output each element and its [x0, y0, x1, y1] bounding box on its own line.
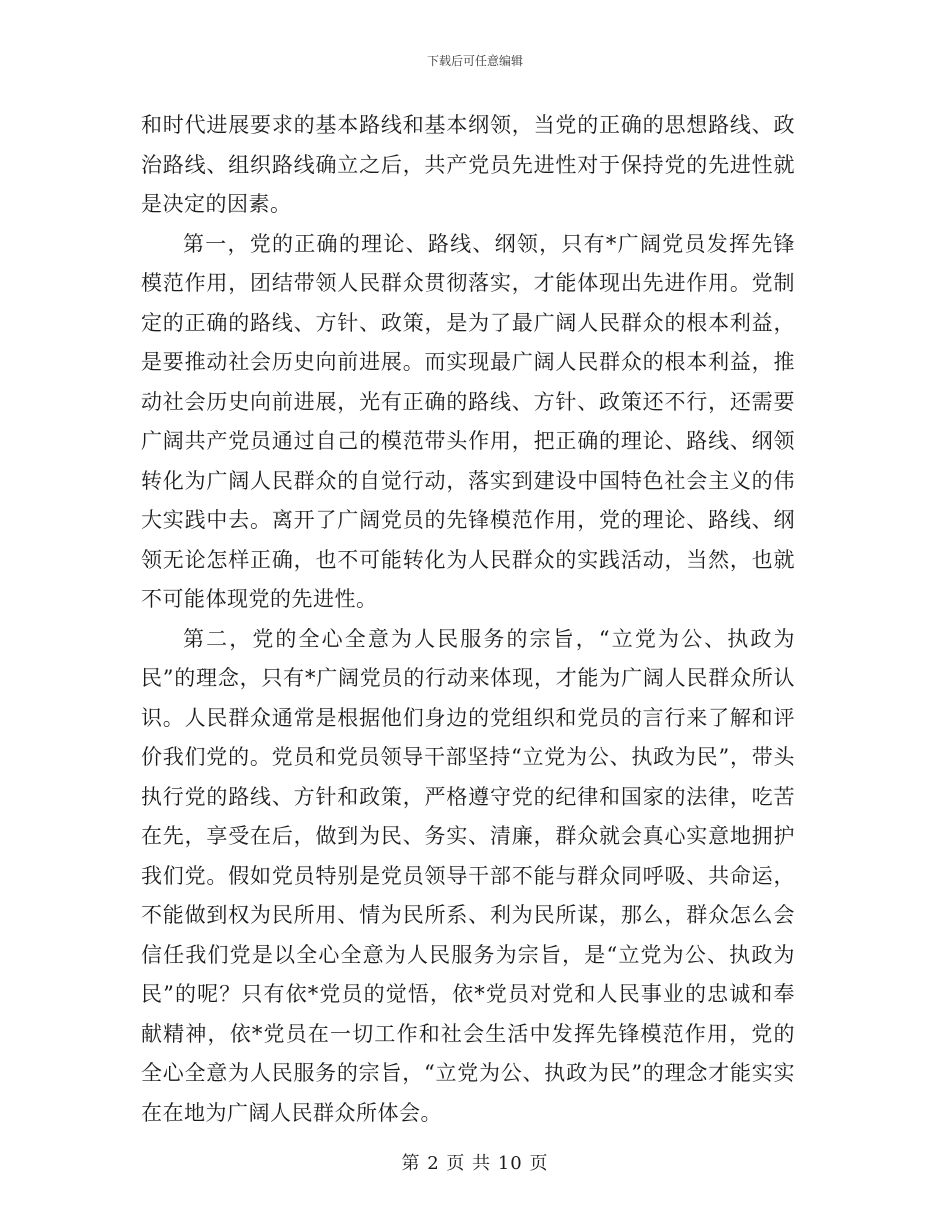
paragraph-first-point: 第一，党的正确的理论、路线、纲领，只有*广阔党员发挥先锋模范作用，团结带领人民群众贯彻落实，才能体现出先进作用。党制定的正确的路线、方针、政策，是为了最广阔人民群众的根本利益，是要推动社会历史向前进展。而实现最广阔人民群众的根本利益，推动社会历史向前进展，光有正确的路线、方针、政策还不行，还需要广阔共产党员通过自己的模范带头作用，把正确的理论、路线、纲领转化为广阔人民群众的自觉行动，落实到建设中国特色社会主义的伟大实践中去。离开了广阔党员的先锋模范作用，党的理论、路线、纲领无论怎样正确，也不可能转化为人民群众的实践活动，当然，也就不可能体现党的先进性。 [141, 231, 795, 611]
paragraph-continued: 和时代进展要求的基本路线和基本纲领，当党的正确的思想路线、政治路线、组织路线确立之后，共产党员先进性对于保持党的先进性就是决定的因素。 [141, 113, 795, 216]
page-number: 第 2 页 共 10 页 [401, 1153, 549, 1174]
paragraph-second-point: 第二，党的全心全意为人民服务的宗旨，“立党为公、执政为民”的理念，只有*广阔党员的行动来体现，才能为广阔人民群众所认识。人民群众通常是根据他们身边的党组织和党员的言行来了解和评价我们党的。党员和党员领导干部坚持“立党为公、执政为民”，带头执行党的路线、方针和政策，严格遵守党的纪律和国家的法律，吃苦在先，享受在后，做到为民、务实、清廉，群众就会真心实意地拥护我们党。假如党员特别是党员领导干部不能与群众同呼吸、共命运，不能做到权为民所用、情为民所系、利为民所谋，那么，群众怎么会信任我们党是以全心全意为人民服务为宗旨，是“立党为公、执政为民”的呢？只有依*党员的觉悟，依*党员对党和人民事业的忠诚和奉献精神，依*党员在一切工作和社会生活中发挥先锋模范作用，党的全心全意为人民服务的宗旨，“立党为公、执政为民”的理念才能实实在在地为广阔人民群众所体会。 [141, 626, 795, 1125]
page-header: 下载后可任意编辑 [426, 54, 523, 68]
document-body [141, 106, 795, 1133]
